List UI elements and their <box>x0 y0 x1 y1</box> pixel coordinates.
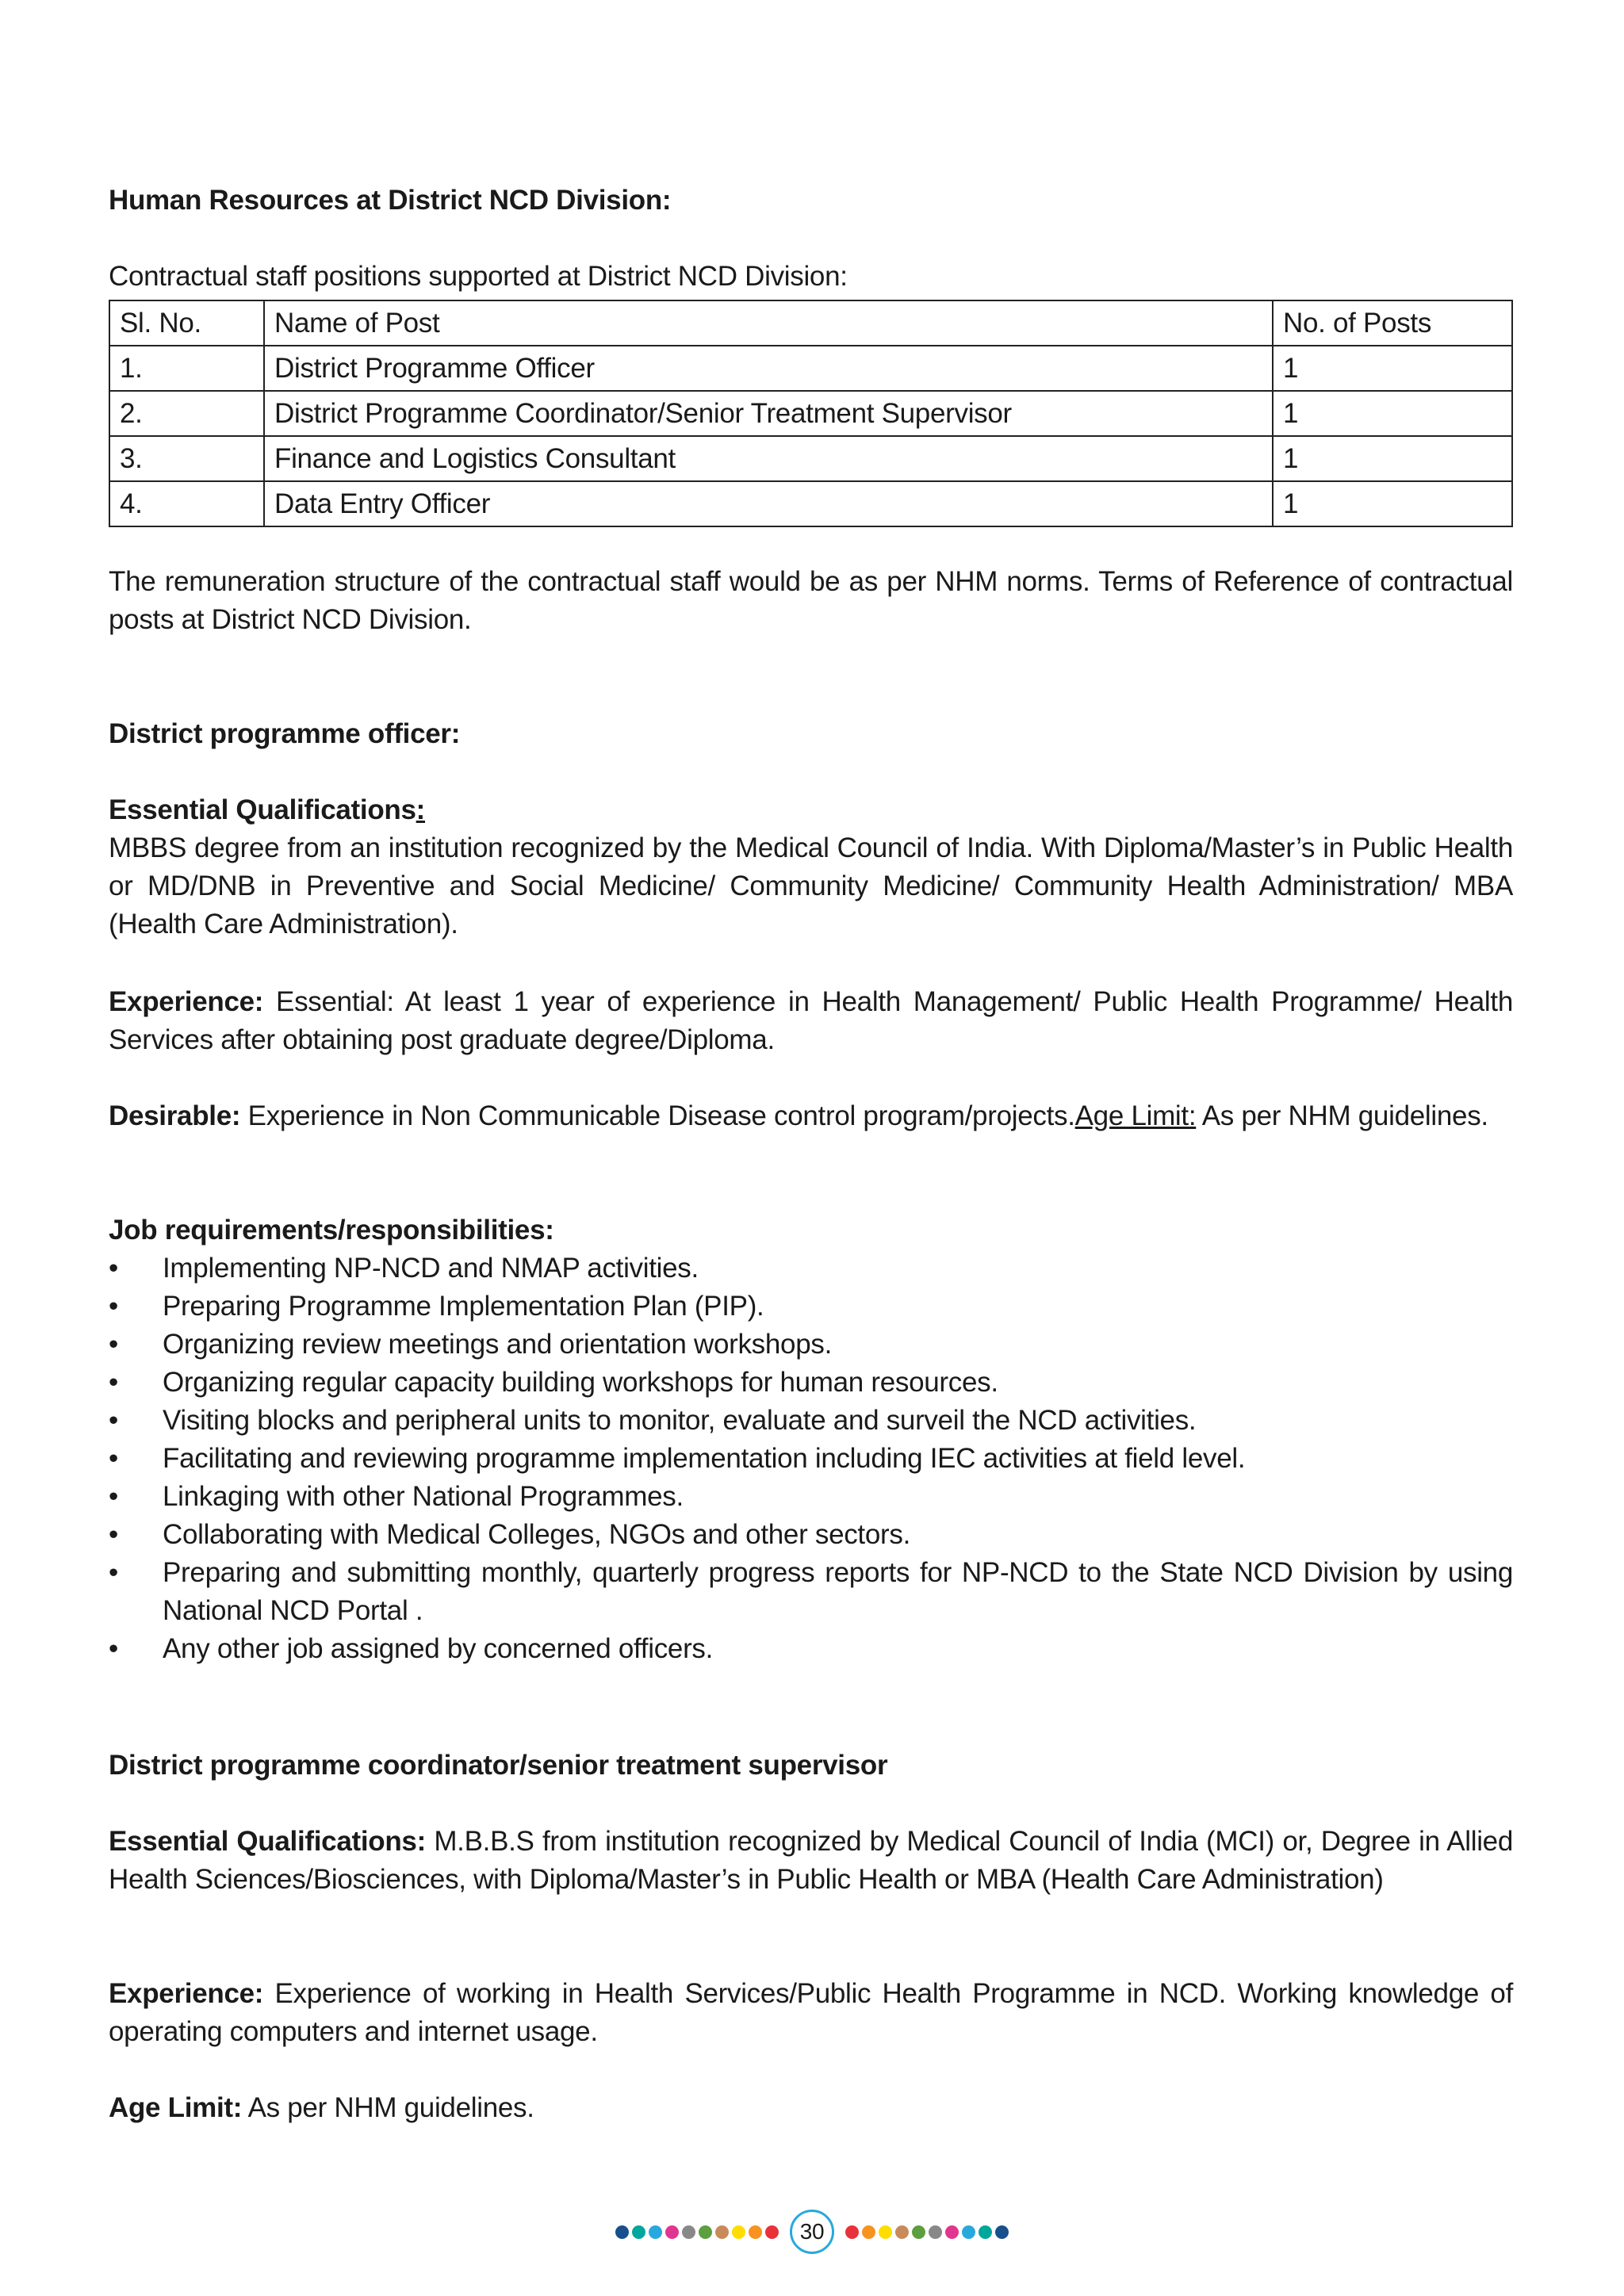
dpc-age-limit: Age Limit: As per NHM guidelines. <box>109 2092 534 2123</box>
remuneration-paragraph: The remuneration structure of the contractual staff would be as per NHM norms. Terms of Reference of contractual posts at District NCD Division. <box>109 566 1513 635</box>
cell-count: 1 <box>1273 346 1512 391</box>
page-number: 30 <box>790 2210 834 2254</box>
cell-sl-no: 2. <box>109 391 264 436</box>
list-item: • Organizing regular capacity building workshops for human resources. <box>109 1367 998 1398</box>
header-name-of-post: Name of Post <box>264 300 1273 346</box>
list-item: • Organizing review meetings and orientation workshops. <box>109 1329 832 1360</box>
color-dot <box>879 2225 892 2239</box>
color-dot <box>962 2225 975 2239</box>
dpc-experience: Experience: Experience of working in Health Services/Public Health Programme in NCD. Working knowledge of operating computers and internet usage. <box>109 1978 1513 2047</box>
cell-sl-no: 4. <box>109 481 264 526</box>
color-dot <box>699 2225 712 2239</box>
dpo-eq-label: Essential Qualifications: <box>109 794 426 825</box>
posts-table <box>109 300 1513 527</box>
cell-post: District Programme Officer <box>264 346 1273 391</box>
color-dot <box>945 2225 959 2239</box>
list-item: • Collaborating with Medical Colleges, NGOs and other sectors. <box>109 1519 910 1550</box>
color-dot <box>979 2225 992 2239</box>
dpo-job-list <box>109 1249 1513 1668</box>
table-row <box>109 481 1512 526</box>
dpo-eq-text: MBBS degree from an institution recognized by the Medical Council of India. With Diploma/Master’s in Public Health or MD/DNB in Preventive and Social Medicine/ Community Medicine/ Community Health Administration/ MBA (Health Care Administration). <box>109 832 1513 939</box>
color-dot <box>615 2225 629 2239</box>
dpc-title: District programme coordinator/senior treatment supervisor <box>109 1750 888 1781</box>
list-item: • Facilitating and reviewing programme implementation including IEC activities at field level. <box>109 1443 1246 1474</box>
header-no-of-posts: No. of Posts <box>1273 300 1512 346</box>
section-title: Human Resources at District NCD Division: <box>109 185 672 216</box>
color-dot <box>715 2225 729 2239</box>
list-item: • Any other job assigned by concerned officers. <box>109 1633 714 1664</box>
color-dot <box>682 2225 695 2239</box>
left-color-dots <box>615 2225 779 2239</box>
color-dot <box>632 2225 645 2239</box>
cell-post: Data Entry Officer <box>264 481 1273 526</box>
color-dot <box>749 2225 762 2239</box>
cell-count: 1 <box>1273 391 1512 436</box>
dpo-experience: Experience: Essential: At least 1 year of experience in Health Management/ Public Health Programme/ Health Services after obtaining post graduate degree/Diploma. <box>109 986 1513 1055</box>
right-color-dots <box>845 2225 1009 2239</box>
table-row <box>109 436 1512 481</box>
table-caption: Contractual staff positions supported at District NCD Division: <box>109 261 848 292</box>
table-row <box>109 346 1512 391</box>
cell-post: District Programme Coordinator/Senior Treatment Supervisor <box>264 391 1273 436</box>
color-dot <box>765 2225 779 2239</box>
table-header-row <box>109 300 1512 346</box>
color-dot <box>995 2225 1009 2239</box>
dpc-qualifications: Essential Qualifications: M.B.B.S from institution recognized by Medical Council of India (MCI) or, Degree in Allied Health Sciences/Biosciences, with Diploma/Master’s in Public Health or MBA (Health Care Administration) <box>109 1826 1514 1895</box>
dpo-desirable: Desirable: Experience in Non Communicable Disease control program/projects.Age Limit: As per NHM guidelines. <box>109 1100 1488 1131</box>
cell-sl-no: 1. <box>109 346 264 391</box>
color-dot <box>862 2225 875 2239</box>
list-item: • Linkaging with other National Programmes. <box>109 1481 684 1512</box>
list-item: • Preparing Programme Implementation Plan (PIP). <box>109 1291 764 1322</box>
list-item: • Visiting blocks and peripheral units to monitor, evaluate and surveil the NCD activities. <box>109 1405 1197 1436</box>
page-footer <box>0 2210 1624 2254</box>
color-dot <box>665 2225 679 2239</box>
color-dot <box>845 2225 859 2239</box>
list-item: • Preparing and submitting monthly, quarterly progress reports for NP-NCD to the State NCD Division by using National NCD Portal . <box>109 1557 1513 1626</box>
color-dot <box>732 2225 745 2239</box>
color-dot <box>912 2225 925 2239</box>
cell-sl-no: 3. <box>109 436 264 481</box>
header-sl-no: Sl. No. <box>109 300 264 346</box>
cell-count: 1 <box>1273 436 1512 481</box>
table-row <box>109 391 1512 436</box>
color-dot <box>929 2225 942 2239</box>
cell-count: 1 <box>1273 481 1512 526</box>
color-dot <box>895 2225 909 2239</box>
dpo-job-label: Job requirements/responsibilities: <box>109 1215 554 1246</box>
cell-post: Finance and Logistics Consultant <box>264 436 1273 481</box>
dpo-title: District programme officer: <box>109 718 461 749</box>
list-item: • Implementing NP-NCD and NMAP activities. <box>109 1253 699 1284</box>
color-dot <box>649 2225 662 2239</box>
